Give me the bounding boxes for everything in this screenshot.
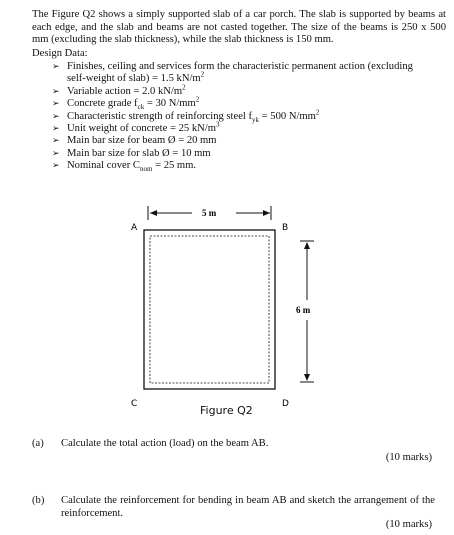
- superscript: 2: [200, 70, 205, 79]
- point-b-label: B: [282, 223, 289, 233]
- question-b-label: (b): [32, 495, 45, 506]
- arrowhead-bottom: [304, 374, 310, 381]
- subscript: ck: [137, 103, 145, 112]
- variable-action-text: Variable action = 2.0 kN/m: [67, 85, 183, 97]
- finishes-text: Finishes, ceiling and services form the characteristic permanent action (excluding: [67, 61, 413, 72]
- point-c-label: C: [131, 399, 138, 409]
- list-item: [52, 160, 446, 172]
- steel-strength-text: Characteristic strength of reinforcing steel f: [67, 110, 253, 122]
- subscript: nom: [139, 165, 153, 174]
- beam-bar-text: Main bar size for beam Ø = 20 mm: [67, 135, 217, 147]
- superscript: 3: [215, 120, 220, 129]
- width-dimension-label: 5 m: [202, 208, 217, 218]
- list-item: [52, 120, 446, 135]
- question-b-text: Calculate the reinforcement for bending in beam AB and sketch the arrangement of the reinforcement.: [61, 495, 435, 519]
- question-a-marks: (10 marks): [385, 452, 432, 463]
- slab-outline: [144, 230, 275, 389]
- unit-weight-text: Unit weight of concrete = 25 kN/m: [67, 123, 216, 135]
- superscript: 2: [182, 83, 186, 92]
- nominal-cover-value: = 25 mm.: [152, 160, 197, 172]
- finishes-text-cont: self-weight of slab) = 1.5 kN/m: [67, 73, 201, 85]
- slab-plan-figure: [0, 200, 454, 430]
- list-item: [52, 83, 446, 98]
- figure-caption: Figure Q2: [200, 404, 253, 417]
- subscript: yk: [252, 115, 260, 124]
- superscript: 2: [315, 108, 320, 117]
- arrow-bullet-icon: ➢: [52, 111, 60, 122]
- list-item: [52, 148, 446, 160]
- point-a-label: A: [131, 223, 138, 233]
- list-item: [52, 135, 446, 147]
- concrete-grade-text: Concrete grade f: [67, 98, 138, 110]
- question-a-text: Calculate the total action (load) on the beam AB.: [61, 438, 269, 449]
- arrowhead-right: [263, 210, 270, 216]
- list-item: [52, 95, 446, 112]
- arrow-bullet-icon: ➢: [52, 124, 60, 135]
- list-item: [52, 61, 446, 86]
- arrow-bullet-icon: ➢: [52, 136, 60, 147]
- question-b-marks: (10 marks): [385, 519, 432, 530]
- arrowhead-left: [150, 210, 157, 216]
- arrow-bullet-icon: ➢: [52, 86, 60, 97]
- question-a-label: (a): [32, 438, 44, 449]
- arrow-bullet-icon: ➢: [52, 99, 60, 110]
- design-data-title: Design Data:: [32, 48, 88, 59]
- arrow-bullet-icon: ➢: [52, 148, 60, 159]
- design-data-list: [52, 61, 446, 173]
- arrow-bullet-icon: ➢: [52, 161, 60, 172]
- nominal-cover-text: Nominal cover C: [67, 160, 140, 172]
- steel-strength-value: = 500 N/mm: [259, 110, 316, 122]
- slab-bar-text: Main bar size for slab Ø = 10 mm: [67, 147, 211, 159]
- arrowhead-top: [304, 242, 310, 249]
- concrete-grade-value: = 30 N/mm: [144, 98, 196, 110]
- height-dimension-label: 6 m: [296, 305, 311, 315]
- arrow-bullet-icon: ➢: [52, 62, 60, 72]
- beam-inner-line: [150, 236, 269, 383]
- point-d-label: D: [282, 399, 289, 409]
- question-intro: The Figure Q2 shows a simply supported slab of a car porch. The slab is supported by beams at each edge, and the slab and beams are not casted together. The size of the beams is 250 x 500 mm (excluding the slab thickness), while the slab thickness is 150 mm.: [32, 9, 446, 46]
- list-item: [52, 108, 446, 124]
- superscript: 2: [195, 95, 200, 104]
